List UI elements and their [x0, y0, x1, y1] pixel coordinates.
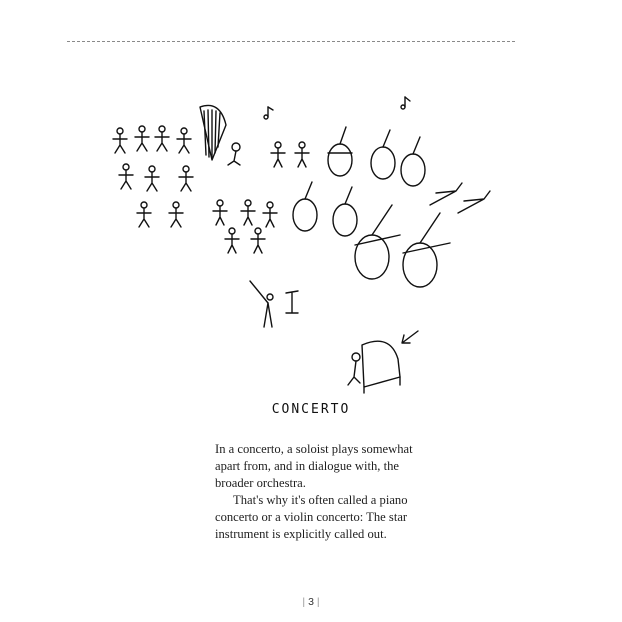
body-text [215, 441, 425, 543]
orchestra-illustration [100, 95, 500, 395]
paragraph-1: In a concerto, a soloist plays somewhat apart from, and in dialogue with, the broader orchestra. [215, 442, 413, 490]
paragraph-2: That's why it's often called a piano concerto or a violin concerto: The star instrument is explicitly called out. [215, 493, 408, 541]
orchestra-sketch-icon [100, 95, 500, 395]
folio-divider-left: | [302, 596, 306, 608]
illustration-caption: CONCERTO [271, 402, 351, 417]
page-footer [0, 596, 622, 608]
folio-divider-right: | [316, 596, 320, 608]
top-dashed-rule [67, 41, 515, 42]
page-number: 3 [308, 596, 314, 608]
